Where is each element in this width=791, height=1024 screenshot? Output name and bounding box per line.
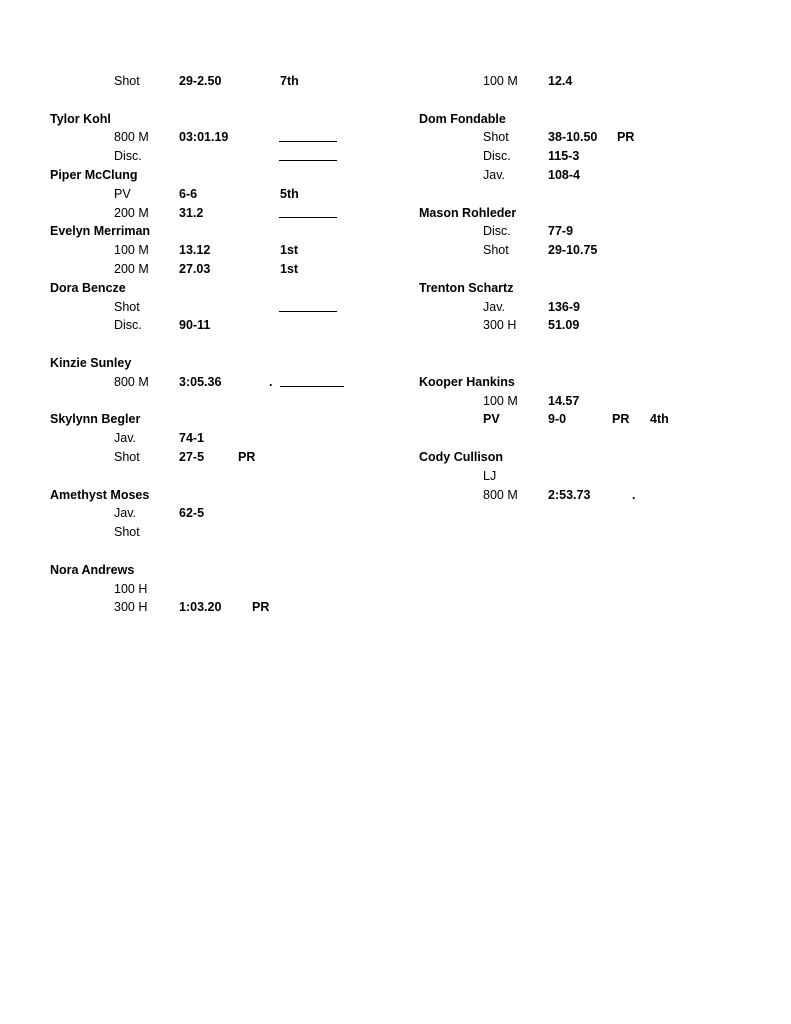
athlete-name: Nora Andrews bbox=[50, 562, 135, 577]
result-row bbox=[419, 222, 779, 241]
athlete-name: Piper McClung bbox=[50, 167, 138, 182]
mark-value: 74-1 bbox=[179, 431, 205, 446]
result-row bbox=[50, 523, 410, 542]
result-row bbox=[50, 204, 410, 223]
result-row bbox=[50, 241, 410, 260]
athlete-name: Tylor Kohl bbox=[50, 111, 111, 126]
blank-line bbox=[279, 128, 337, 142]
athlete-name: Dom Fondable bbox=[419, 111, 506, 126]
spacer bbox=[50, 467, 410, 486]
pr-label: PR bbox=[612, 412, 630, 427]
event-label: Jav. bbox=[483, 167, 505, 182]
result-row bbox=[419, 316, 779, 335]
result-row bbox=[419, 241, 779, 260]
blank-line bbox=[279, 298, 337, 312]
event-label: Disc. bbox=[114, 318, 142, 333]
place-value: 4th bbox=[650, 412, 669, 427]
mark-value: 108-4 bbox=[548, 167, 580, 182]
left-column bbox=[50, 72, 410, 617]
athlete-name: Trenton Schartz bbox=[419, 280, 514, 295]
result-row bbox=[50, 429, 410, 448]
result-row bbox=[419, 72, 779, 91]
place-value: 1st bbox=[280, 243, 299, 258]
event-label: LJ bbox=[483, 468, 497, 483]
mark-value: 51.09 bbox=[548, 318, 580, 333]
mark-value: 27.03 bbox=[179, 261, 211, 276]
event-label: Shot bbox=[114, 299, 140, 314]
result-row bbox=[50, 260, 410, 279]
athlete-name: Kinzie Sunley bbox=[50, 355, 132, 370]
result-row bbox=[419, 467, 779, 486]
athlete-name: Skylynn Begler bbox=[50, 412, 141, 427]
result-row bbox=[419, 392, 779, 411]
event-label: Disc. bbox=[483, 224, 511, 239]
event-label: Jav. bbox=[483, 299, 505, 314]
event-label: 300 H bbox=[483, 318, 517, 333]
athlete-name: Cody Cullison bbox=[419, 449, 504, 464]
mark-value: 2:53.73 bbox=[548, 487, 591, 502]
athlete-name: Mason Rohleder bbox=[419, 205, 517, 220]
athlete-name: Amethyst Moses bbox=[50, 487, 150, 502]
event-label: Shot bbox=[114, 449, 140, 464]
event-label: 100 H bbox=[114, 581, 148, 596]
event-label: 100 M bbox=[483, 393, 518, 408]
blank-line bbox=[279, 147, 337, 161]
athlete-name: Dora Bencze bbox=[50, 280, 126, 295]
event-label: 800 M bbox=[114, 374, 149, 389]
place-value: 5th bbox=[280, 186, 299, 201]
spacer bbox=[419, 429, 779, 448]
event-label: Disc. bbox=[483, 149, 511, 164]
place-value: 7th bbox=[280, 74, 299, 88]
result-row bbox=[50, 373, 410, 392]
result-row bbox=[50, 147, 410, 166]
athlete-name: Evelyn Merriman bbox=[50, 224, 151, 239]
result-row bbox=[50, 448, 410, 467]
event-label: Shot bbox=[114, 74, 140, 88]
event-label: 800 M bbox=[483, 487, 518, 502]
spacer bbox=[419, 260, 779, 279]
mark-value: 31.2 bbox=[179, 205, 204, 220]
mark-value: 29-10.75 bbox=[548, 243, 598, 258]
event-label: Jav. bbox=[114, 506, 136, 521]
mark-value: 62-5 bbox=[179, 506, 205, 521]
mark-value: 27-5 bbox=[179, 449, 205, 464]
pr-label: PR bbox=[238, 449, 256, 464]
mark-value: 03:01.19 bbox=[179, 130, 229, 145]
place-value: 1st bbox=[280, 261, 299, 276]
event-label: 100 M bbox=[114, 243, 149, 258]
spacer bbox=[50, 542, 410, 561]
spacer bbox=[419, 91, 779, 110]
result-row bbox=[50, 72, 410, 91]
mark-value: 14.57 bbox=[548, 393, 580, 408]
event-label: Shot bbox=[483, 243, 509, 258]
event-label: 200 M bbox=[114, 261, 149, 276]
result-row bbox=[50, 580, 410, 599]
result-row bbox=[50, 504, 410, 523]
mark-value: 115-3 bbox=[548, 149, 580, 164]
spacer bbox=[419, 335, 779, 354]
result-row bbox=[419, 486, 779, 505]
result-row bbox=[50, 316, 410, 335]
spacer bbox=[50, 91, 410, 110]
event-label: Jav. bbox=[114, 431, 136, 446]
result-row bbox=[50, 185, 410, 204]
mark-value: 6-6 bbox=[179, 186, 198, 201]
result-row bbox=[419, 128, 779, 147]
athlete-name: Kooper Hankins bbox=[419, 374, 515, 389]
mark-value: 77-9 bbox=[548, 224, 574, 239]
dot-mark: . bbox=[632, 487, 636, 502]
event-label: PV bbox=[483, 412, 500, 427]
mark-value: 1:03.20 bbox=[179, 600, 222, 615]
mark-value: 3:05.36 bbox=[179, 374, 222, 389]
event-label: Shot bbox=[114, 525, 140, 540]
event-label: 100 M bbox=[483, 74, 518, 88]
result-row bbox=[419, 298, 779, 317]
result-row bbox=[50, 298, 410, 317]
spacer bbox=[419, 354, 779, 373]
mark-value: 9-0 bbox=[548, 412, 567, 427]
mark-value: 13.12 bbox=[179, 243, 211, 258]
pr-label: PR bbox=[617, 130, 635, 145]
mark-value: 90-11 bbox=[179, 318, 211, 333]
spacer bbox=[50, 335, 410, 354]
right-column bbox=[419, 72, 779, 504]
event-label: 300 H bbox=[114, 600, 148, 615]
event-label: 800 M bbox=[114, 130, 149, 145]
result-row bbox=[50, 128, 410, 147]
mark-value: 29-2.50 bbox=[179, 74, 222, 88]
result-row bbox=[419, 147, 779, 166]
spacer bbox=[419, 185, 779, 204]
mark-value: 136-9 bbox=[548, 299, 580, 314]
event-label: Shot bbox=[483, 130, 509, 145]
result-row bbox=[419, 410, 779, 429]
mark-value: 12.4 bbox=[548, 74, 573, 88]
event-label: PV bbox=[114, 186, 131, 201]
pr-label: PR bbox=[252, 600, 270, 615]
dot-mark: . bbox=[269, 374, 273, 389]
mark-value: 38-10.50 bbox=[548, 130, 598, 145]
result-row bbox=[419, 166, 779, 185]
result-row bbox=[50, 598, 410, 617]
spacer bbox=[50, 392, 410, 411]
blank-line bbox=[279, 204, 337, 218]
event-label: Disc. bbox=[114, 149, 142, 164]
event-label: 200 M bbox=[114, 205, 149, 220]
blank-line bbox=[280, 373, 344, 387]
